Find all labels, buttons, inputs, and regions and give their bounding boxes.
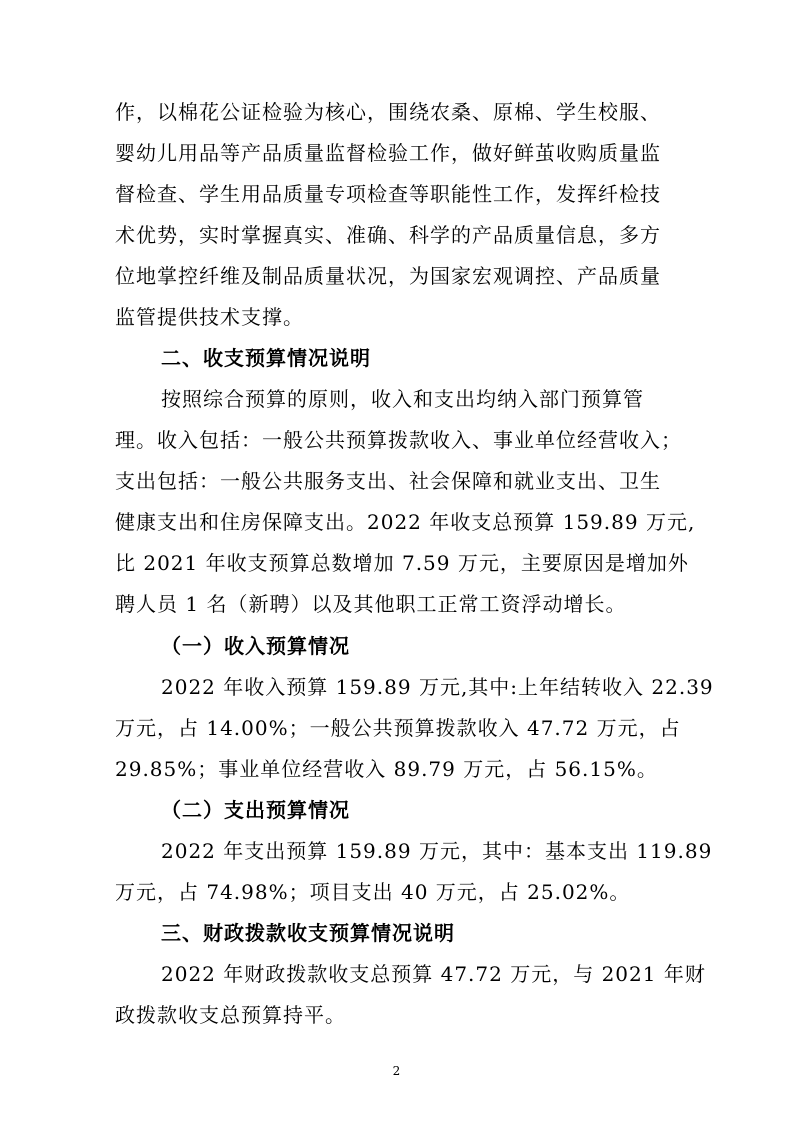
body-line: 聘人员 1 名（新聘）以及其他职工正常工资浮动增长。 bbox=[115, 592, 627, 616]
body-line: 术优势，实时掌握真实、准确、科学的产品质量信息，多方 bbox=[115, 223, 661, 247]
body-line: 位地掌控纤维及制品质量状况，为国家宏观调控、产品质量 bbox=[115, 264, 661, 288]
page-number: 2 bbox=[392, 1064, 401, 1078]
body-line: 作，以棉花公证检验为核心，围绕农桑、原棉、学生校服、 bbox=[115, 100, 661, 124]
section-heading: 三、财政拨款收支预算情况说明 bbox=[161, 921, 455, 945]
body-line: 婴幼儿用品等产品质量监督检验工作，做好鲜茧收购质量监 bbox=[115, 141, 661, 165]
body-line: 2022 年收入预算 159.89 万元,其中:上年结转收入 22.39 bbox=[161, 675, 714, 699]
body-line: 万元，占 74.98%；项目支出 40 万元，占 25.02%。 bbox=[115, 880, 631, 904]
subsection-heading: （二）支出预算情况 bbox=[161, 798, 350, 822]
body-line: 万元，占 14.00%；一般公共预算拨款收入 47.72 万元，占 bbox=[115, 716, 681, 740]
section-heading: 二、收支预算情况说明 bbox=[161, 346, 371, 370]
body-line: 督检查、学生用品质量专项检查等职能性工作，发挥纤检技 bbox=[115, 182, 661, 206]
subsection-heading: （一）收入预算情况 bbox=[161, 634, 350, 658]
body-line: 健康支出和住房保障支出。2022 年收支总预算 159.89 万元, bbox=[115, 510, 696, 534]
body-line: 理。收入包括：一般公共预算拨款收入、事业单位经营收入； bbox=[115, 428, 682, 452]
body-line: 29.85%；事业单位经营收入 89.79 万元，占 56.15%。 bbox=[115, 757, 658, 781]
body-line: 2022 年财政拨款收支总预算 47.72 万元，与 2021 年财 bbox=[161, 962, 706, 986]
body-line: 支出包括：一般公共服务支出、社会保障和就业支出、卫生 bbox=[115, 469, 661, 493]
body-line: 按照综合预算的原则，收入和支出均纳入部门预算管 bbox=[161, 387, 644, 411]
body-line: 2022 年支出预算 159.89 万元，其中：基本支出 119.89 bbox=[161, 839, 713, 863]
body-line: 比 2021 年收支预算总数增加 7.59 万元，主要原因是增加外 bbox=[115, 551, 689, 575]
body-line: 政拨款收支总预算持平。 bbox=[115, 1003, 346, 1027]
body-line: 监管提供技术支撑。 bbox=[115, 305, 304, 329]
